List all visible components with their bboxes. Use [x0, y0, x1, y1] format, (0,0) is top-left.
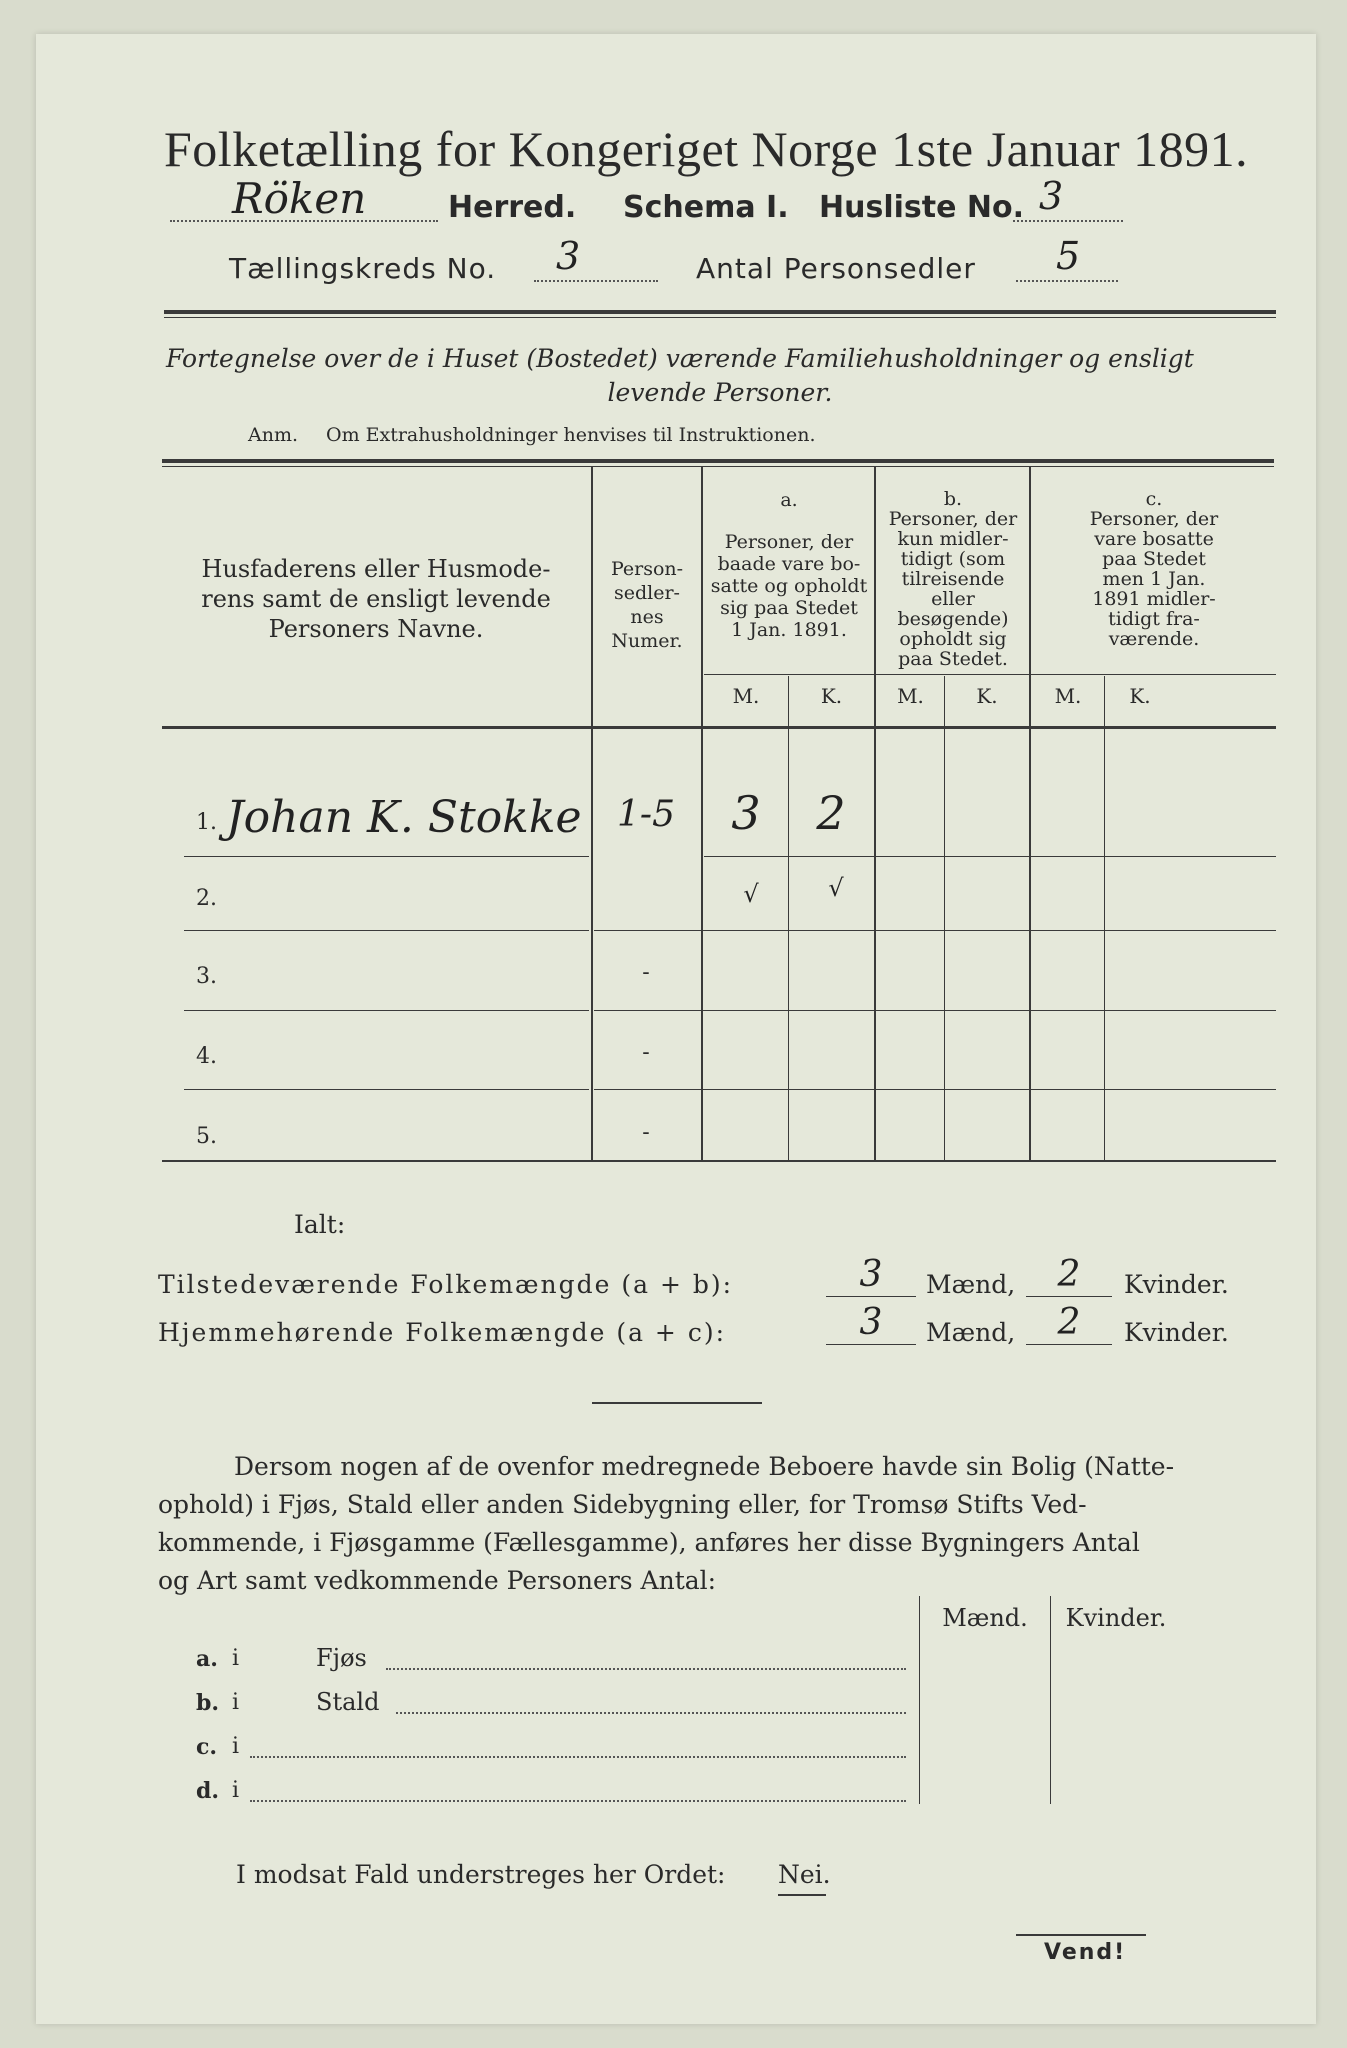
kreds-label: Tællingskreds No. [229, 252, 497, 285]
intro-line1: Fortegnelse over de i Huset (Bostedet) værende Familiehusholdninger og ensligt [166, 344, 1194, 373]
herred-value: Röken [232, 174, 367, 223]
item-letter: b. [196, 1690, 220, 1716]
col-b-line: kun midler- [897, 528, 1009, 550]
modsat-word: Nei. [778, 1860, 831, 1889]
col-a-line: 1 Jan. 1891. [731, 619, 847, 641]
kvinder-label: Kvinder. [1124, 1270, 1229, 1299]
antal-dots [1016, 280, 1118, 282]
row-num: - [642, 1120, 650, 1145]
row-line [704, 856, 1276, 857]
kreds-value: 3 [556, 234, 581, 278]
row-line [184, 1010, 589, 1011]
mk-c-m: M. [1054, 684, 1082, 708]
col-c-line: men 1 Jan. [1102, 568, 1206, 590]
hjemme-k: 2 [1057, 1302, 1081, 1343]
row-a-k: 2 [816, 786, 846, 840]
para-line: ophold) i Fjøs, Stald eller anden Sidebygning eller, for Tromsø Stifts Ved- [158, 1490, 1087, 1519]
vline-num [701, 466, 703, 1160]
num-header-line: Person- [610, 558, 684, 580]
vline-name [591, 466, 593, 1160]
col-b-line: paa Stedet. [898, 648, 1008, 670]
vend-label: Vend! [1044, 1940, 1127, 1965]
form-title: Folketælling for Kongeriget Norge 1ste Januar 1891. [164, 121, 1249, 177]
col-b-line: besøgende) [897, 608, 1009, 630]
blank-line [1026, 1344, 1112, 1345]
col-c-line: tidigt fra- [1108, 608, 1200, 630]
mk-b-k: K. [976, 684, 998, 708]
husliste-label: Husliste No. [819, 190, 1024, 225]
row-num: - [642, 1040, 650, 1065]
item-dots [396, 1712, 906, 1714]
name-header-line: Personers Navne. [268, 615, 484, 643]
item-letter: d. [196, 1778, 220, 1804]
table-top-rule [162, 459, 1274, 463]
kvinder-label: Kvinder. [1124, 1318, 1229, 1347]
kvinder-header: Kvinder. [1065, 1604, 1167, 1632]
hjemme-label: Hjemmehørende Folkemængde (a + c): [158, 1318, 726, 1347]
blank-line [1026, 1296, 1112, 1297]
mk-a-m: M. [732, 684, 760, 708]
col-c-line: værende. [1108, 628, 1200, 650]
col-b-line: tidigt (som [900, 548, 1006, 570]
section-divider [592, 1402, 762, 1404]
row-line [184, 856, 589, 857]
mk-c-k: K. [1129, 684, 1151, 708]
row-line [594, 930, 1276, 931]
col-c-line: Personer, der [1089, 508, 1219, 530]
name-header-line: rens samt de ensligt levende [201, 585, 551, 613]
vline-c-mk [1104, 676, 1105, 1160]
vline-a-mk [788, 676, 789, 1160]
header-bottom-rule [162, 726, 1276, 729]
row-a-k-check: √ [828, 874, 844, 902]
para-line: Dersom nogen af de ovenfor medregnede Beboere havde sin Bolig (Natte- [234, 1452, 1175, 1481]
herred-label: Herred. [448, 190, 577, 225]
col-b-letter: b. [943, 488, 963, 510]
item-i: i [232, 1690, 240, 1715]
col-a-line: satte og opholdt [710, 575, 868, 597]
vend-rule [1016, 1934, 1146, 1936]
blank-line [826, 1344, 916, 1345]
schema-label: Schema I. [623, 190, 789, 225]
tilstede-k: 2 [1057, 1254, 1081, 1295]
row-num: 1-5 [617, 794, 675, 835]
para-line: og Art samt vedkommende Personers Antal: [158, 1566, 717, 1595]
row-number: 1. [196, 810, 217, 835]
name-header [171, 554, 581, 644]
row-line [594, 1089, 1276, 1090]
row-name: Johan K. Stokke [226, 792, 582, 843]
outbuilding-paragraph [158, 1448, 1276, 1600]
row-line [594, 1010, 1276, 1011]
item-letter: c. [196, 1734, 218, 1760]
row-num: - [642, 960, 650, 985]
name-header-line: Husfaderens eller Husmode- [201, 555, 551, 583]
modsat-text: I modsat Fald understreges her Ordet: [236, 1860, 726, 1889]
item-i: i [232, 1646, 240, 1671]
col-c-letter: c. [1145, 488, 1163, 510]
ialt-label: Ialt: [294, 1210, 346, 1239]
antal-value: 5 [1056, 234, 1081, 278]
hjemme-m: 3 [859, 1302, 883, 1343]
col-c-line: paa Stedet [1102, 548, 1206, 570]
col-c-header [1032, 489, 1276, 649]
husliste-value: 3 [1039, 174, 1064, 218]
intro-line2: levende Personer. [607, 378, 833, 407]
mk-a-k: K. [820, 684, 843, 708]
col-b-line: eller [931, 588, 975, 610]
maend-label: Mænd, [926, 1270, 1016, 1299]
blank-line [826, 1296, 916, 1297]
col-c-line: 1891 midler- [1092, 588, 1216, 610]
item-dots [386, 1668, 906, 1670]
header-rule [164, 310, 1276, 314]
vline-b-mk [944, 676, 945, 1160]
row-line [184, 1089, 589, 1090]
col-b-header [877, 489, 1029, 669]
table-bottom-rule [162, 1160, 1276, 1162]
row-line [184, 930, 589, 931]
col-c-line: vare bosatte [1094, 528, 1214, 550]
para-line: kommende, i Fjøsgamme (Fællesgamme), anføres her disse Bygningers Antal [158, 1528, 1140, 1557]
tilstede-label: Tilstedeværende Folkemængde (a + b): [158, 1270, 734, 1299]
num-header-line: nes [630, 606, 664, 628]
antal-label: Antal Personsedler [696, 252, 976, 285]
anm-label: Anm. [248, 424, 299, 446]
nei-underline [778, 1894, 826, 1896]
row-number: 3. [196, 964, 217, 989]
census-form [36, 34, 1316, 2024]
mk-b-m: M. [897, 684, 924, 708]
husliste-dots [1013, 220, 1123, 222]
row-number: 5. [196, 1124, 217, 1149]
col-b-line: tilreisende [901, 568, 1005, 590]
num-header-line: sedler- [614, 582, 680, 604]
maend-label: Mænd, [926, 1318, 1016, 1347]
col-a-header [704, 489, 874, 641]
col-a-line: Personer, der [724, 531, 854, 553]
row-number: 2. [196, 886, 217, 911]
row-a-m: 3 [731, 786, 761, 840]
col-a-line: baade vare bo- [717, 553, 861, 575]
row-number: 4. [196, 1044, 217, 1069]
item-dots [250, 1756, 906, 1758]
table-top-rule-thin [162, 466, 1274, 467]
item-label: Fjøs [316, 1644, 367, 1672]
col-b-line: opholdt sig [899, 628, 1007, 650]
header-rule-thin [164, 317, 1276, 318]
kreds-dots [534, 280, 658, 282]
anm-text: Om Extrahusholdninger henvises til Instruktionen. [326, 424, 816, 446]
vline-a [874, 466, 876, 1160]
item-dots [250, 1800, 906, 1802]
col-a-line: sig paa Stedet [720, 597, 858, 619]
item-label: Stald [316, 1688, 380, 1716]
vline-b [1029, 466, 1031, 1160]
row-a-m-check: √ [743, 880, 759, 908]
num-header-line: Numer. [611, 630, 683, 652]
item-i: i [232, 1734, 240, 1759]
item-letter: a. [196, 1646, 218, 1672]
col-b-line: Personer, der [888, 508, 1018, 530]
tilstede-m: 3 [859, 1254, 883, 1295]
item-i: i [232, 1778, 240, 1803]
num-header [594, 557, 700, 653]
mk-top-rule [704, 674, 1276, 675]
col-a-letter: a. [780, 489, 798, 511]
maend-header: Mænd. [942, 1604, 1028, 1632]
